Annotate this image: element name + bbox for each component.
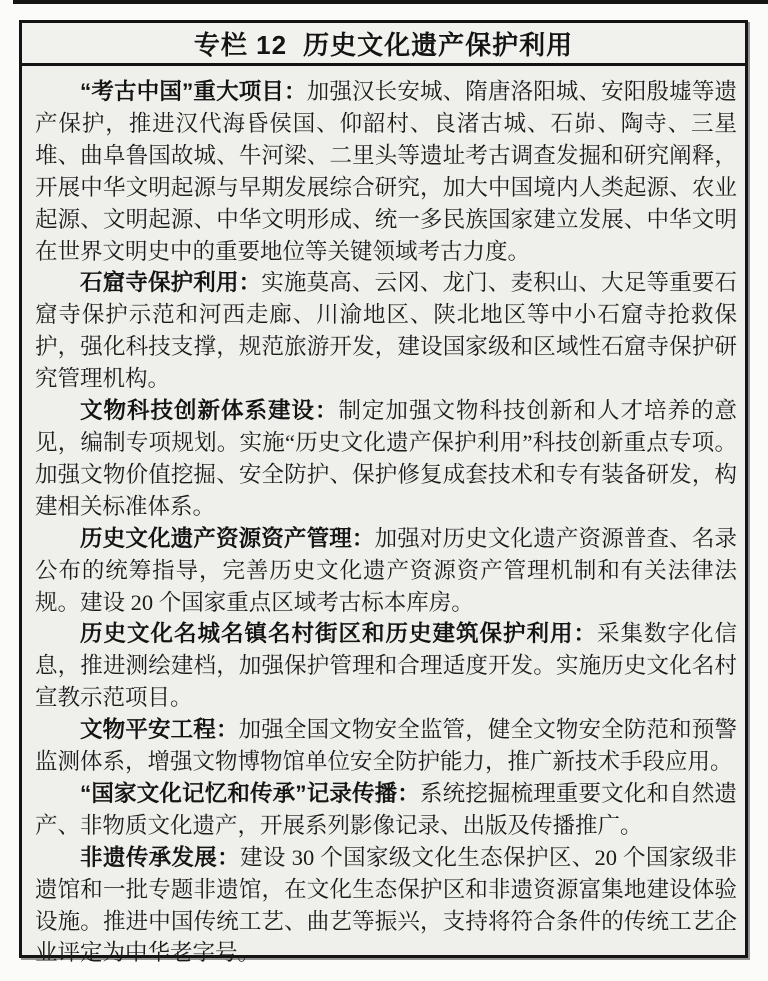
paragraph bbox=[35, 395, 737, 523]
page-title bbox=[194, 25, 573, 62]
column-box-header bbox=[22, 23, 745, 66]
paragraph-text: 系统挖掘梳理重要文化和自然遗产、非物质文化遗产，开展系列影像记录、出版及传播推广。 bbox=[35, 780, 737, 838]
paragraph-text: 建设 30 个国家级文化生态保护区、20 个国家级非遗馆和一批专题非遗馆，在文化生态保护区和非遗资源富集地建设体验设施。推进中国传统工艺、曲艺等振兴，支持将符合条件的传统工艺企业评定为中华老字号。 bbox=[35, 844, 737, 966]
paragraph-text: 采集数字化信息，推进测绘建档，加强保护管理和合理适度开发。实施历史文化名村宣教示范项目。 bbox=[35, 621, 737, 711]
paragraph-lead: “国家文化记忆和传承”记录传播： bbox=[80, 780, 420, 806]
paragraph-text: 加强汉长安城、隋唐洛阳城、安阳殷墟等遗产保护，推进汉代海昏侯国、仰韶村、良渚古城、石峁、陶寺、三星堆、曲阜鲁国故城、牛河梁、二里头等遗址考古调查发掘和研究阐释，开展中华文明起源与早期发展综合研究，加大中国境内人类起源、农业起源、文明起源、中华文明形成、统一多民族国家建立发展、中华文明在世界文明史中的重要地位等关键领域考古力度。 bbox=[35, 79, 737, 264]
column-title: 历史文化遗产保护利用 bbox=[303, 29, 574, 60]
paragraph-lead: 文物科技创新体系建设： bbox=[80, 398, 339, 424]
column-box-body bbox=[22, 66, 745, 969]
scan-edge-rule bbox=[13, 0, 768, 4]
column-box bbox=[19, 20, 748, 966]
paragraph-text: 加强全国文物安全监管，健全文物安全防范和预警监测体系，增强文物博物馆单位安全防护能力，推广新技术手段应用。 bbox=[35, 717, 737, 775]
paragraph-lead: 历史文化名城名镇名村街区和历史建筑保护利用： bbox=[80, 621, 597, 647]
paragraph-lead: “考古中国”重大项目： bbox=[80, 79, 307, 104]
paragraph-text: 实施莫高、云冈、龙门、麦积山、大足等重要石窟寺保护示范和河西走廊、川渝地区、陕北地区等中小石窟寺抢救保护，强化科技支撑，规范旅游开发，建设国家级和区域性石窟寺保护研究管理机构。 bbox=[35, 270, 737, 392]
paragraph bbox=[35, 714, 737, 778]
paragraph-lead: 非遗传承发展： bbox=[80, 844, 241, 870]
paragraph-lead: 文物平安工程： bbox=[80, 717, 239, 743]
paragraph bbox=[35, 778, 737, 842]
paragraph bbox=[35, 523, 737, 619]
paragraph bbox=[35, 76, 737, 267]
paragraph-lead: 历史文化遗产资源资产管理： bbox=[80, 525, 375, 551]
paragraph-text: 加强对历史文化遗产资源普查、名录公布的统筹指导，完善历史文化遗产资源资产管理机制和有关法律法规。建设 20 个国家重点区域考古标本库房。 bbox=[35, 525, 737, 615]
column-number: 专栏 12 bbox=[193, 29, 288, 60]
paragraph-lead: 石窟寺保护利用： bbox=[80, 270, 262, 296]
paragraph bbox=[35, 267, 737, 395]
paragraph-text: 制定加强文物科技创新和人才培养的意见，编制专项规划。实施“历史文化遗产保护利用”科技创新重点专项。加强文物价值挖掘、安全防护、保护修复成套技术和专有装备研发，构建相关标准体系。 bbox=[35, 398, 737, 519]
paragraph bbox=[35, 618, 737, 714]
paragraph bbox=[35, 842, 737, 970]
